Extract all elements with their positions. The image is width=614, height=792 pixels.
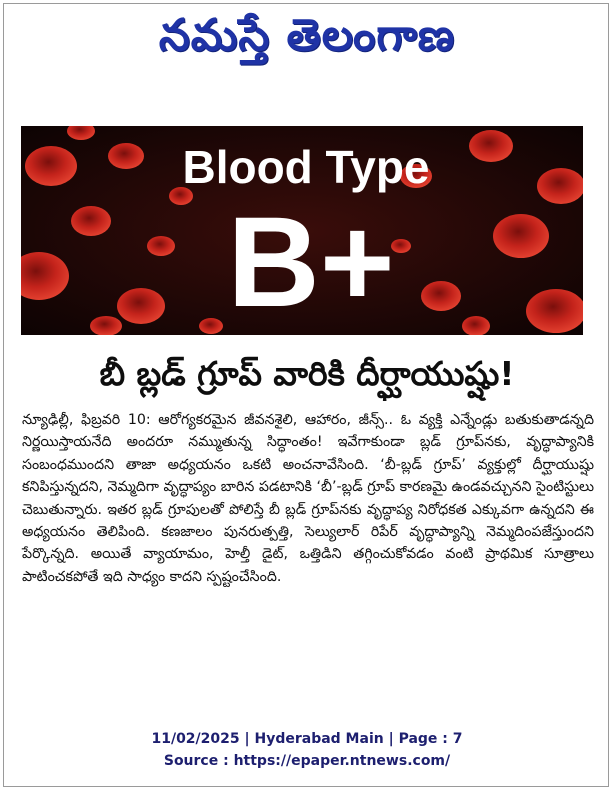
hero-title-line1: Blood Type	[182, 141, 430, 193]
newspaper-masthead: నమస్తే తెలంగాణ	[158, 10, 456, 61]
article-paragraph: న్యూఢిల్లీ, ఫిబ్రవరి 10: ఆరోగ్యకరమైన జీవనశైలి, ఆహారం, జీన్స్‌.. ఓ వ్యక్తి ఎన్నేండ్లు బతుకుతాడన్నది నిర్ణయిస్తాయనేది అందరూ నమ్ముతున్న సిద్ధాంతం! ఇవేగాకుండా బ్లడ్‌ గ్రూప్‌నకు, వృద్ధాప్యానికి సంబంధముందని తాజా అధ్యయనం ఒకటి అంచనావేసింది. ‘బీ-బ్లడ్‌ గ్రూప్‌’ వ్యక్తుల్లో దీర్ఘాయుష్షు కనిపిస్తున్నదని, నెమ్మదిగా వృద్ధాప్యం బారిన పడటానికి ‘బీ’-బ్లడ్‌ గ్రూప్‌ కారణమై ఉండవచ్చునని సైంటిస్టులు చెబుతున్నారు. ఇతర బ్లడ్‌ గ్రూపులతో పోలిస్తే బీ బ్లడ్‌ గ్రూప్‌నకు వృద్ధాప్య నిరోధకత ఎక్కువగా ఉన్నదని ఈ అధ్యయనం తెలిపింది. కణజాలం పునరుత్పత్తి, సెల్యులార్‌ రిపేర్‌ వృద్ధాప్యాన్ని నెమ్మదింపజేస్తుందని పేర్కొన్నది. అయితే వ్యాయామం, హెల్తీ డైట్‌, ఒత్తిడిని తగ్గించుకోవడం వంటి ప్రాథమిక సూత్రాలు పాటించకపోతే ఇది సాధ్యం కాదని స్పష్టంచేసింది.	[22, 412, 594, 585]
blood-cells-illustration	[21, 126, 583, 335]
article-hero-image	[21, 126, 583, 335]
article-headline: బీ బ్లడ్‌ గ్రూప్‌ వారికి దీర్ఘాయుష్షు!	[99, 354, 515, 393]
hero-title-line2: B+	[227, 191, 395, 334]
article-body	[22, 409, 594, 588]
footer-publication-info: 11/02/2025 | Hyderabad Main | Page : 7	[151, 731, 463, 747]
footer-source-link[interactable]: Source : https://epaper.ntnews.com/	[163, 753, 451, 769]
